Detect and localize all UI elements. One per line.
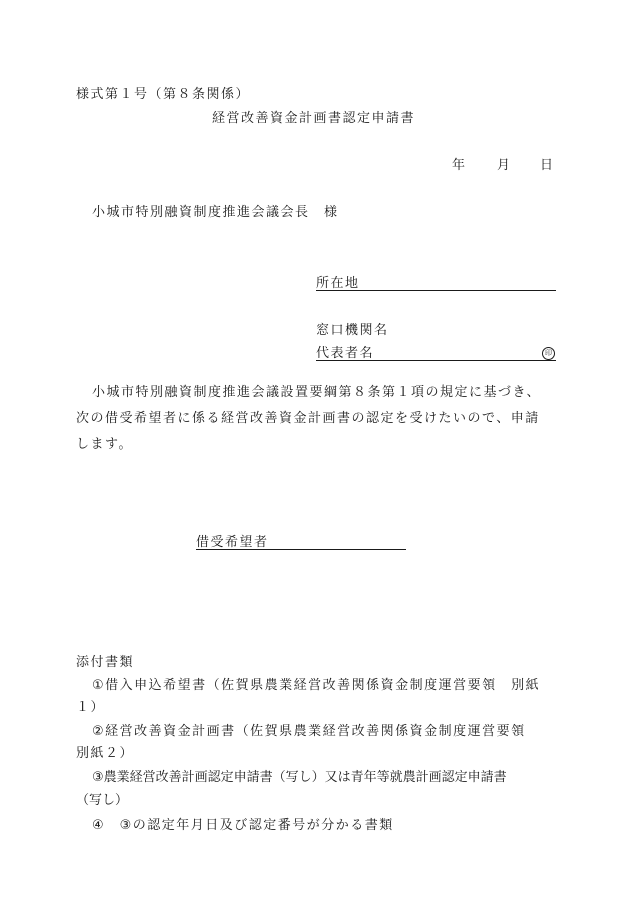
borrower-label: 借受希望者	[196, 535, 269, 550]
document-title: 経営改善資金計画書認定申請書	[212, 111, 416, 126]
body-line-1: 小城市特別融資制度推進会議設置要綱第８条第１項の規定に基づき、	[92, 385, 541, 400]
attachment-line: １）	[76, 700, 106, 715]
attachment-line: ④ ③の認定年月日及び認定番号が分かる書類	[92, 818, 394, 833]
attachment-line: （写し）	[76, 793, 129, 808]
location-line	[316, 290, 556, 291]
institution-label: 窓口機関名	[316, 323, 389, 338]
location-label: 所在地	[316, 276, 360, 291]
form-number: 様式第１号（第８条関係）	[76, 87, 251, 102]
attachment-line: ②経営改善資金計画書（佐賀県農業経営改善関係資金制度運営要領	[92, 724, 526, 739]
borrower-line	[196, 549, 406, 550]
addressee: 小城市特別融資制度推進会議会長 様	[92, 205, 339, 220]
date-month: 月	[497, 158, 511, 173]
representative-label: 代表者名	[316, 346, 375, 361]
date-year: 年	[452, 158, 466, 173]
body-line-2: 次の借受希望者に係る経営改善資金計画書の認定を受けたいので、申請	[76, 411, 540, 426]
attachment-line: ①借入申込希望書（佐賀県農業経営改善関係資金制度運営要領 別紙	[92, 678, 541, 693]
representative-line	[316, 360, 556, 361]
body-line-3: します。	[76, 437, 133, 452]
seal-mark: 印	[542, 347, 555, 360]
attachments-heading: 添付書類	[76, 655, 135, 670]
attachment-line: 別紙２）	[76, 746, 135, 761]
date-day: 日	[540, 158, 554, 173]
attachment-line: ③農業経営改善計画認定申請書（写し）又は青年等就農計画認定申請書	[92, 770, 507, 785]
